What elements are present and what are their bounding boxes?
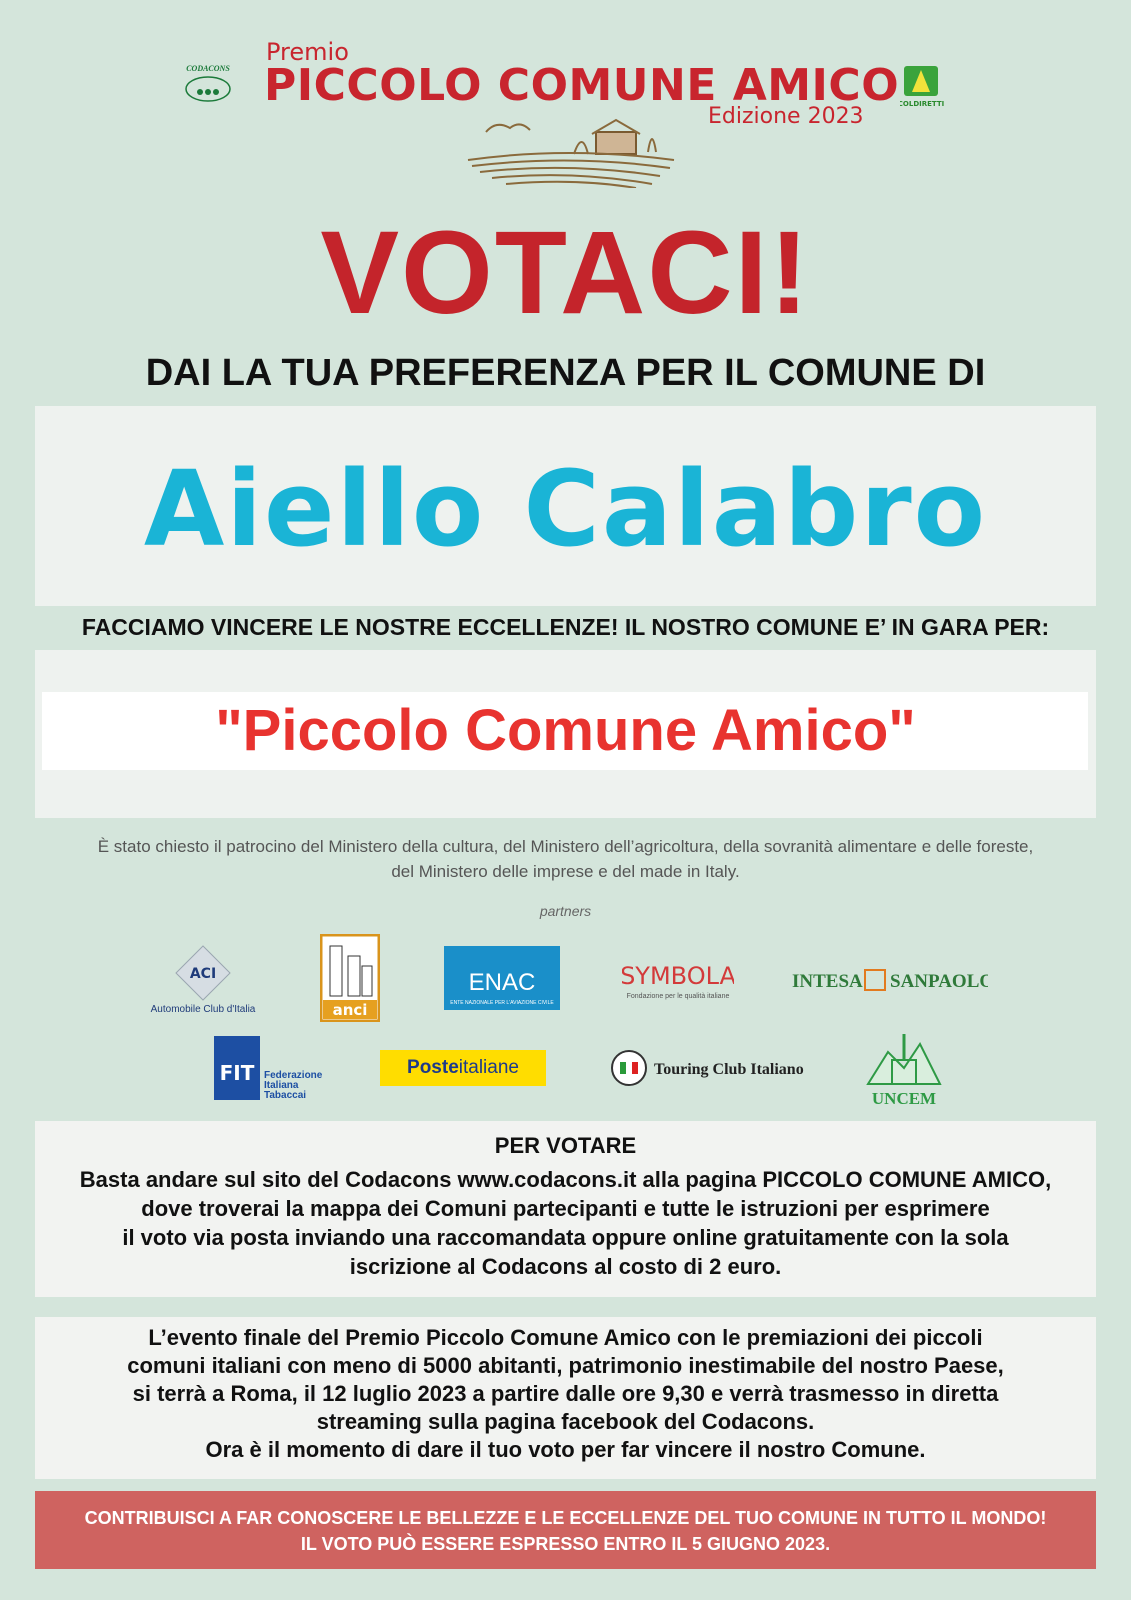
- enac-logo-caption: ENTE NAZIONALE PER L'AVIAZIONE CIVILE: [450, 1000, 554, 1006]
- fit-logo-line2: Italiana: [264, 1080, 299, 1091]
- fit-logo-line3: Tabaccai: [264, 1090, 307, 1101]
- poste-italiane-logo: [380, 1050, 546, 1086]
- aci-logo: [140, 944, 266, 1016]
- codacons-logo-text: CODACONS: [186, 64, 230, 73]
- poste-logo-bold: Poste: [407, 1057, 459, 1078]
- patronage-line-2: del Ministero delle imprese e del made in Italy.: [391, 862, 740, 881]
- how-to-vote-line: iscrizione al Codacons al costo di 2 euro.: [349, 1254, 782, 1279]
- final-event-line: Ora è il momento di dare il tuo voto per far vincere il nostro Comune.: [205, 1437, 926, 1462]
- how-to-vote-line: Basta andare sul sito del Codacons www.codacons.it alla pagina PICCOLO COMUNE AMICO,: [79, 1167, 1052, 1192]
- comune-name: Aiello Calabro: [143, 448, 988, 570]
- fit-logo: [214, 1036, 334, 1102]
- competition-line: FACCIAMO VINCERE LE NOSTRE ECCELLENZE! IL NOSTRO COMUNE E’ IN GARA PER:: [81, 614, 1050, 640]
- poste-logo-rest: italiane: [458, 1057, 519, 1078]
- final-event-line: comuni italiani con meno di 5000 abitanti, patrimonio inestimabile del nostro Paese,: [127, 1353, 1004, 1378]
- intesa-logo-left: INTESA: [792, 971, 863, 992]
- symbola-logo-mark: SYMBOLA: [622, 962, 734, 990]
- premio-label: Premio: [266, 38, 349, 66]
- enac-logo-mark: ENAC: [468, 969, 536, 996]
- final-event-text: [40, 1324, 1091, 1464]
- final-event-line: si terrà a Roma, il 12 luglio 2023 a partire dalle ore 9,30 e verrà trasmesso in diretta: [132, 1381, 999, 1406]
- final-event-line: streaming sulla pagina facebook del Codacons.: [316, 1409, 815, 1434]
- landscape-illustration: [466, 112, 676, 188]
- anci-logo: [320, 934, 380, 1022]
- uncem-logo: [862, 1024, 946, 1108]
- coldiretti-logo: [900, 64, 944, 108]
- anci-logo-mark: anci: [332, 1001, 368, 1019]
- preference-subtitle: DAI LA TUA PREFERENZA PER IL COMUNE DI: [145, 352, 986, 394]
- enac-logo: [444, 946, 560, 1010]
- touring-club-logo: [610, 1048, 806, 1088]
- partners-label: partners: [539, 903, 592, 919]
- touring-logo-name: Touring Club Italiano: [654, 1061, 804, 1078]
- patronage-note: [30, 834, 1101, 884]
- aci-logo-mark: ACI: [189, 966, 217, 982]
- call-to-vote-heading: VOTACI!: [320, 207, 811, 339]
- codacons-logo: [180, 62, 236, 106]
- final-event-line: L’evento finale del Premio Piccolo Comune Amico con le premiazioni dei piccoli: [148, 1325, 983, 1350]
- symbola-logo-caption: Fondazione per le qualità italiane: [626, 993, 730, 1000]
- patronage-line-1: È stato chiesto il patrocino del Ministero della cultura, del Ministero dell’agricoltura, della sovranità alimentare e delle foreste,: [97, 837, 1034, 856]
- how-to-vote-title: PER VOTARE: [494, 1133, 637, 1158]
- coldiretti-logo-text: COLDIRETTI: [900, 100, 944, 108]
- how-to-vote-line: dove troverai la mappa dei Comuni partecipanti e tutte le istruzioni per esprimere: [141, 1196, 990, 1221]
- banner-line-2: IL VOTO PUÒ ESSERE ESPRESSO ENTRO IL 5 GIUGNO 2023.: [300, 1534, 831, 1554]
- event-title: PICCOLO COMUNE AMICO: [264, 60, 900, 111]
- fit-logo-line1: Federazione: [264, 1070, 323, 1081]
- aci-logo-caption: Automobile Club d'Italia: [150, 1004, 256, 1015]
- premio-name: "Piccolo Comune Amico": [215, 698, 916, 763]
- fit-logo-mark: FIT: [219, 1061, 255, 1085]
- intesa-sanpaolo-logo: [792, 962, 988, 998]
- intesa-logo-right: SANPAOLO: [890, 971, 988, 992]
- how-to-vote-line: il voto via posta inviando una raccomandata oppure online gratuitamente con la sola: [122, 1225, 1009, 1250]
- edition-label: Edizione 2023: [708, 104, 864, 129]
- symbola-logo: [622, 956, 734, 1002]
- how-to-vote-text: [40, 1165, 1091, 1281]
- uncem-logo-mark: UNCEM: [871, 1089, 937, 1108]
- banner-line-1: CONTRIBUISCI A FAR CONOSCERE LE BELLEZZE E LE ECCELLENZE DEL TUO COMUNE IN TUTTO IL MONDO!: [84, 1508, 1047, 1528]
- deadline-banner-text: [35, 1505, 1096, 1557]
